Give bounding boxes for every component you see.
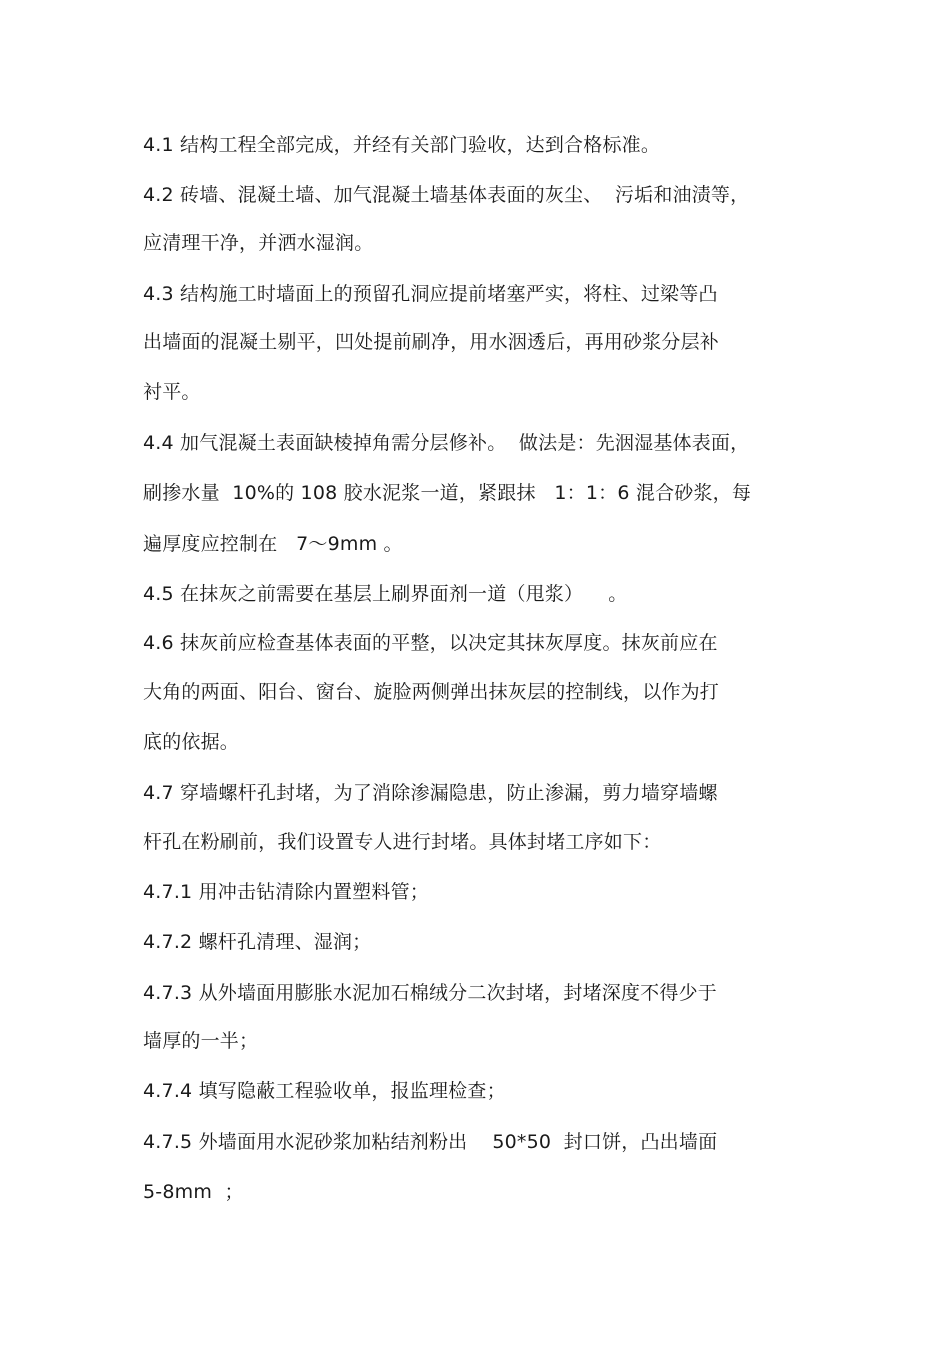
text-line-4-6: 4.6 抹灰前应检查基体表面的平整，以决定其抹灰厚度。抹灰前应在 [143,632,718,654]
text-line-4-2: 4.2 砖墙、混凝土墙、加气混凝土墙基体表面的灰尘、 污垢和油渍等， [143,184,750,206]
text-line-4-5: 4.5 在抹灰之前需要在基层上刷界面剂一道（甩浆） 。 [143,583,628,605]
text-line-4-7: 4.7 穿墙螺杆孔封堵，为了消除渗漏隐患，防止渗漏，剪力墙穿墙螺 [143,782,718,804]
text-line-4-2-cont: 应清理干净，并洒水湿润。 [143,232,374,254]
text-line-4-7-3: 4.7.3 从外墙面用膨胀水泥加石棉绒分二次封堵，封堵深度不得少于 [143,982,717,1004]
text-line-4-6-cont-2: 底的依据。 [143,731,240,753]
text-line-4-3-cont-2: 衬平。 [143,381,201,403]
text-line-4-7-5: 4.7.5 外墙面用水泥砂浆加粘结剂粉出 50*50 封口饼，凸出墙面 [143,1131,718,1153]
text-line-4-1: 4.1 结构工程全部完成，并经有关部门验收，达到合格标准。 [143,134,661,156]
text-line-4-7-1: 4.7.1 用冲击钻清除内置塑料管； [143,881,429,903]
text-line-4-4-cont-1: 刷掺水量 10%的 108 胶水泥浆一道，紧跟抹 1：1：6 混合砂浆，每 [143,482,752,504]
text-line-4-7-2: 4.7.2 螺杆孔清理、湿润； [143,931,372,953]
text-line-4-3-cont-1: 出墙面的混凝土剔平，凹处提前刷净，用水洇透后，再用砂浆分层补 [143,331,720,353]
text-line-4-7-4: 4.7.4 填写隐蔽工程验收单，报监理检查； [143,1080,506,1102]
text-line-4-4: 4.4 加气混凝土表面缺棱掉角需分层修补。 做法是：先洇湿基体表面， [143,432,750,454]
text-line-4-4-cont-2: 遍厚度应控制在 7～9mm 。 [143,533,403,555]
text-line-4-3: 4.3 结构施工时墙面上的预留孔洞应提前堵塞严实，将柱、过梁等凸 [143,283,718,305]
text-line-4-7-cont: 杆孔在粉刷前，我们设置专人进行封堵。具体封堵工序如下： [143,831,662,853]
text-line-4-6-cont-1: 大角的两面、阳台、窗台、旋脸两侧弹出抹灰层的控制线，以作为打 [143,681,720,703]
text-line-4-7-3-cont: 墙厚的一半； [143,1030,259,1052]
text-line-4-7-5-cont: 5-8mm ； [143,1181,244,1203]
